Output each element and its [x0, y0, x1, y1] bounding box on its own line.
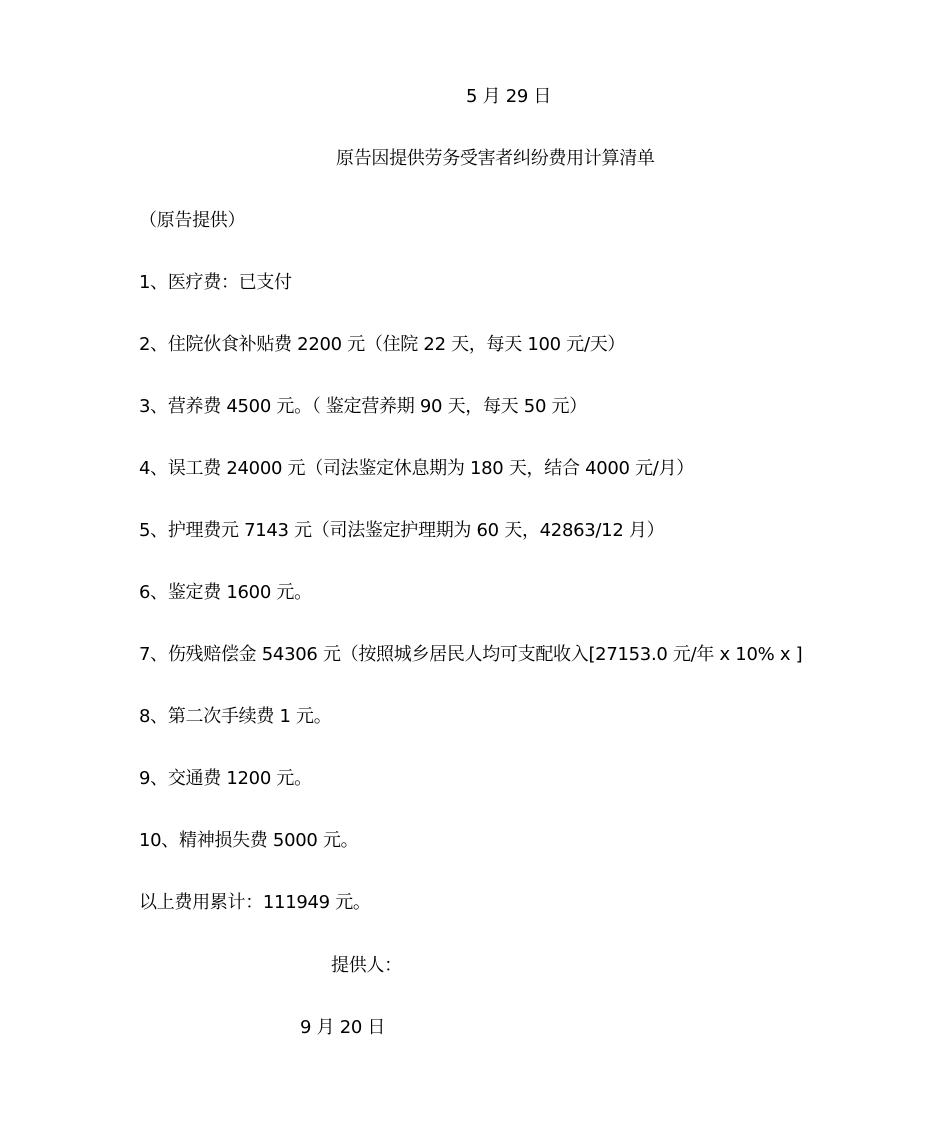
document-title: 原告因提供劳务受害者纠纷费用计算清单 — [336, 148, 655, 169]
list-item-nutrition-fee: 3、营养费 4500 元。（ 鉴定营养期 90 天，每天 50 元） — [139, 396, 587, 417]
list-item-appraisal-fee: 6、鉴定费 1600 元。 — [139, 582, 312, 603]
document-subtitle: （原告提供） — [139, 210, 246, 231]
provider-label: 提供人： — [331, 955, 402, 976]
list-item-lost-wages: 4、误工费 24000 元（司法鉴定休息期为 180 天，结合 4000 元/月） — [139, 458, 694, 479]
list-item-meal-subsidy: 2、住院伙食补贴费 2200 元（住院 22 天，每天 100 元/天） — [139, 334, 626, 355]
total-line: 以上费用累计：111949 元。 — [139, 892, 371, 913]
list-item-mental-damages: 10、精神损失费 5000 元。 — [139, 830, 359, 851]
list-item-disability-compensation: 7、伤残赔偿金 54306 元（按照城乡居民人均可支配收入[27153.0 元/年 x 10% x ] — [139, 644, 803, 665]
list-item-nursing-fee: 5、护理费元 7143 元（司法鉴定护理期为 60 天，42863/12 月） — [139, 520, 665, 541]
list-item-second-handling-fee: 8、第二次手续费 1 元。 — [139, 706, 332, 727]
signature-date: 9 月 20 日 — [300, 1017, 386, 1038]
header-date: 5 月 29 日 — [466, 86, 552, 107]
list-item-medical-fee: 1、医疗费：已支付 — [139, 272, 292, 293]
list-item-transport-fee: 9、交通费 1200 元。 — [139, 768, 312, 789]
